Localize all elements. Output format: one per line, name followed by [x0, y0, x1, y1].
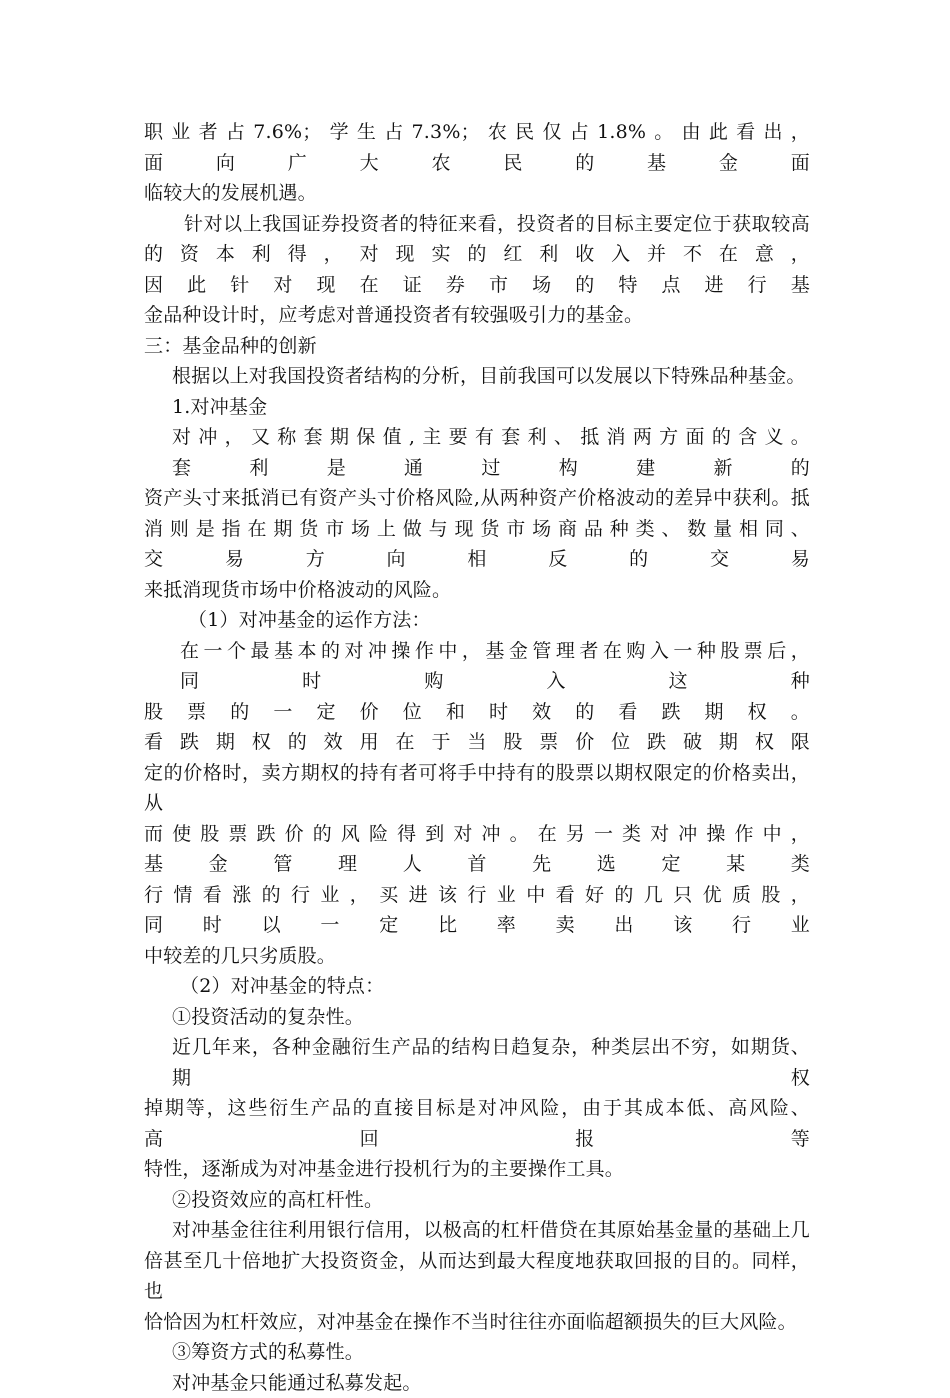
text-line: 行情看涨的行业，买进该行业中看好的几只优质股，同时以一定比率卖出该行业: [144, 880, 810, 941]
section-heading: 三：基金品种的创新: [144, 331, 810, 362]
text-line: 消则是指在期货市场上做与现货市场商品种类、数量相同、交易方向相反的交易: [144, 514, 810, 575]
text-line: 特性，逐渐成为对冲基金进行投机行为的主要操作工具。: [144, 1154, 810, 1185]
text-line: 中较差的几只劣质股。: [144, 941, 810, 972]
document-page: [144, 117, 810, 1398]
text-line: 定的价格时，卖方期权的持有者可将手中持有的股票以期权限定的价格卖出，从: [144, 758, 810, 819]
text-line: 对冲，又称套期保值,主要有套利、抵消两方面的含义。套利是通过构建新的: [144, 422, 810, 483]
item-heading: （2）对冲基金的特点：: [144, 971, 810, 1002]
text-line: 根据以上对我国投资者结构的分析，目前我国可以发展以下特殊品种基金。: [144, 361, 810, 392]
text-line: 对冲基金往往利用银行信用，以极高的杠杆借贷在其原始基金量的基础上几: [144, 1215, 810, 1246]
subsection-heading: 1.对冲基金: [144, 392, 810, 423]
item-heading: （1）对冲基金的运作方法：: [144, 605, 810, 636]
item-heading: ③筹资方式的私募性。: [144, 1337, 810, 1368]
item-heading: ①投资活动的复杂性。: [144, 1002, 810, 1033]
item-heading: ②投资效应的高杠杆性。: [144, 1185, 810, 1216]
text-line: 倍甚至几十倍地扩大投资资金，从而达到最大程度地获取回报的目的。同样，也: [144, 1246, 810, 1307]
text-line: 的资本利得，对现实的红利收入并不在意，因此针对现在证券市场的特点进行基: [144, 239, 810, 300]
text-line: 在一个最基本的对冲操作中，基金管理者在购入一种股票后，同时购入这种: [144, 636, 810, 697]
text-line: 来抵消现货市场中价格波动的风险。: [144, 575, 810, 606]
text-line: 针对以上我国证券投资者的特征来看，投资者的目标主要定位于获取较高: [144, 209, 810, 240]
text-line: 金品种设计时，应考虑对普通投资者有较强吸引力的基金。: [144, 300, 810, 331]
text-line: 职业者占7.6%；学生占7.3%；农民仅占1.8%。由此看出，面向广大农民的基金面: [144, 117, 810, 178]
text-line: 对冲基金只能通过私募发起。: [144, 1368, 810, 1398]
text-line: 股票的一定价位和时效的看跌期权。看跌期权的效用在于当股票价位跌破期权限: [144, 697, 810, 758]
text-line: 而使股票跌价的风险得到对冲。在另一类对冲操作中，基金管理人首先选定某类: [144, 819, 810, 880]
text-line: 恰恰因为杠杆效应，对冲基金在操作不当时往往亦面临超额损失的巨大风险。: [144, 1307, 810, 1338]
text-line: 资产头寸来抵消已有资产头寸价格风险,从两种资产价格波动的差异中获利。抵: [144, 483, 810, 514]
text-line: 掉期等，这些衍生产品的直接目标是对冲风险，由于其成本低、高风险、高回报等: [144, 1093, 810, 1154]
text-line: 近几年来，各种金融衍生产品的结构日趋复杂，种类层出不穷，如期货、期权: [144, 1032, 810, 1093]
text-line: 临较大的发展机遇。: [144, 178, 810, 209]
